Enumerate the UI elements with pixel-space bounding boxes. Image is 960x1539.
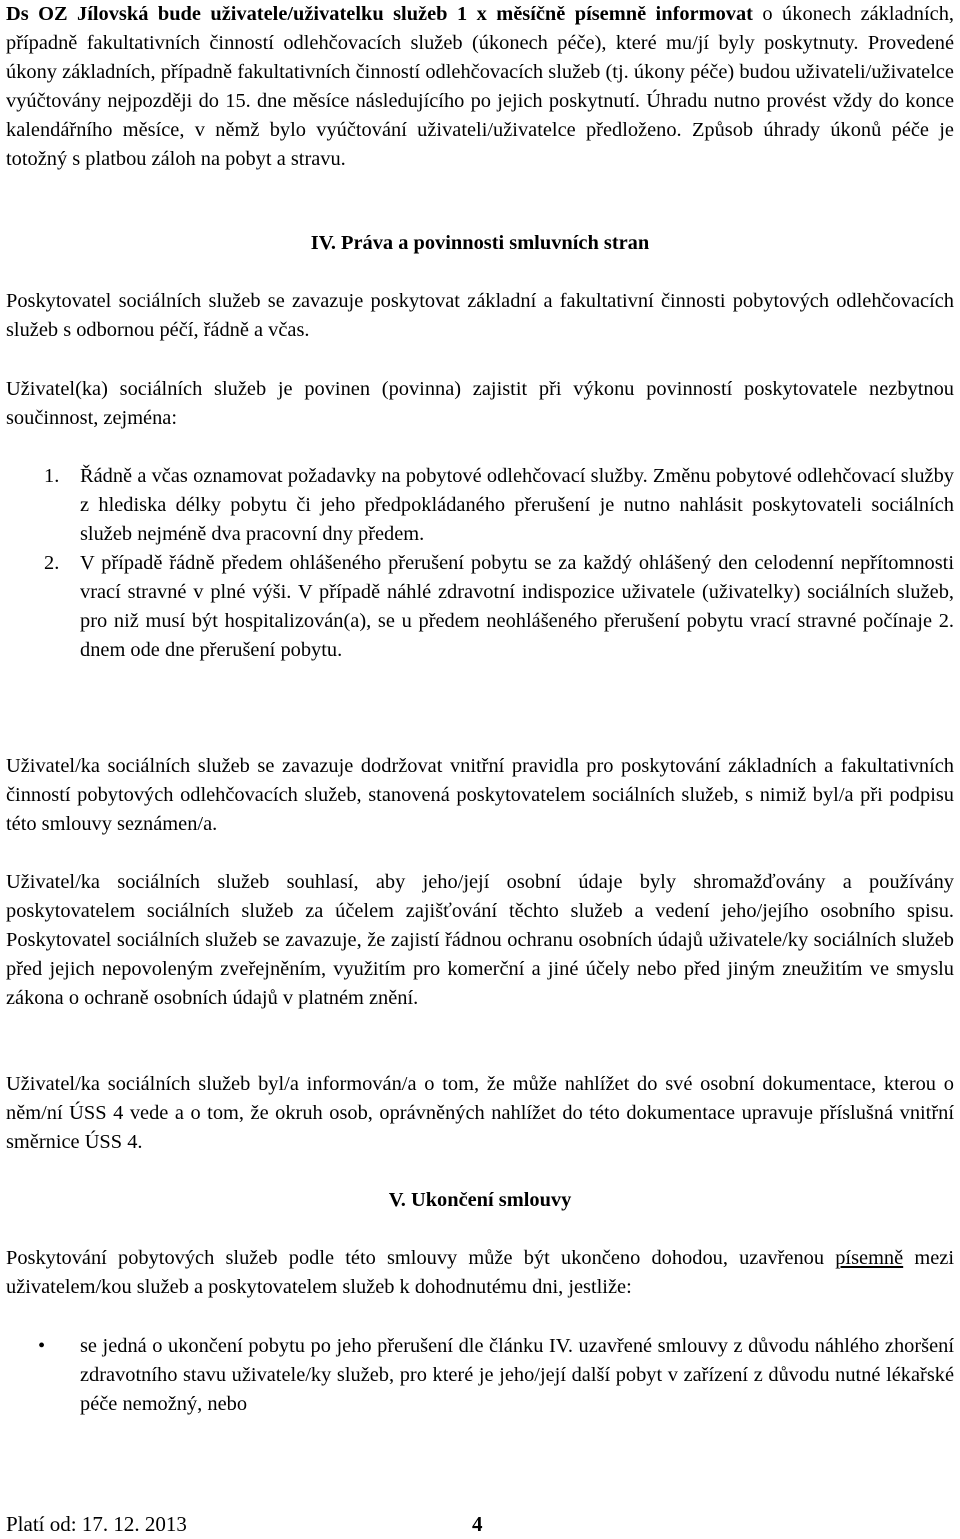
page-number: 4: [472, 1512, 483, 1536]
validity-date: Platí od: 17. 12. 2013: [6, 1512, 187, 1536]
list-item-text: V případě řádně předem ohlášeného přerušení pobytu se za každý ohlášený den celodenní nepřítomnosti vrací stravné v plné výši. V případě náhlé zdravotní indispozice uživatele (uživatelky) sociálních služeb, pro niž musí být hospitalizován(a), se u předem neohlášeného přerušení pobytu vrací stravné počínaje 2. dnem ode dne přerušení pobytu.: [80, 552, 954, 661]
paragraph-provider-obligation: Poskytovatel sociálních služeb se zavazuje poskytovat základní a fakultativní činnosti pobytových odlehčovacích služeb s odbornou péčí, řádně a včas.: [6, 290, 954, 341]
billing-info-text: o úkonech základních, případně fakultativních činností odlehčovacích služeb (úkonech péče), které mu/jí byly poskytnuty. Provedené úkony základních, případně fakultativních činností odlehčovacích služeb (tj. úkony péče) budou uživateli/uživatelce vyúčtovány nejpozději do 15. dne měsíce následujícího po jejich poskytnutí. Úhradu nutno provést vždy do konce kalendářního měsíce, v němž bylo vyúčtování uživateli/uživatelce předloženo. Způsob úhrady úkonů péče je totožný s platbou záloh na pobyt a stravu.: [6, 3, 954, 170]
obligations-list: [6, 462, 954, 665]
paragraph-termination-intro: [6, 1244, 954, 1302]
section-heading-iv: IV. Práva a povinnosti smluvních stran: [310, 232, 650, 254]
bullet-list-item: [6, 1332, 954, 1419]
bullet-item-text: se jedná o ukončení pobytu po jeho přerušení dle článku IV. uzavřené smlouvy z důvodu náhlého zhoršení zdravotního stavu uživatele/ky služeb, pro které je jeho/její další pobyt v zařízení z důvodu nutné lékařské péče nemožný, nebo: [80, 1335, 954, 1415]
billing-info-bold: Ds OZ Jílovská bude uživatele/uživatelku služeb 1 x měsíčně písemně informovat: [6, 3, 753, 25]
bullet-icon: •: [38, 1335, 46, 1357]
list-item-text: Řádně a včas oznamovat požadavky na pobytové odlehčovací služby. Změnu pobytové odlehčovací služby z hlediska délky pobytu či jeho předpokládaného přerušení je nutno nahlásit poskytovateli sociálních služeb nejméně dva pracovní dny předem.: [80, 465, 954, 545]
paragraph-personal-data: Uživatel/ka sociálních služeb souhlasí, aby jeho/její osobní údaje byly shromažďovány a používány poskytovatelem sociálních služeb za účelem zajišťování těchto služeb a vedení jeho/jejího osobního spisu. Poskytovatel sociálních služeb se zavazuje, že zajistí řádnou ochranu osobních údajů uživatele/ky sociálních služeb před jejich nepovoleným zveřejněním, využitím pro komerční a jiné účely nebo před jiným zneužitím ve smyslu zákona o ochraně osobních údajů v platném znění.: [6, 871, 954, 1009]
paragraph-internal-rules: Uživatel/ka sociálních služeb se zavazuje dodržovat vnitřní pravidla pro poskytování základních a fakultativních činností pobytových odlehčovacích služeb, stanovená poskytovatelem sociálních služeb, s nimiž byl/a při podpisu této smlouvy seznámen/a.: [6, 755, 954, 835]
list-item-number: 2.: [44, 552, 60, 574]
paragraph-documentation-access: Uživatel/ka sociálních služeb byl/a informován/a o tom, že může nahlížet do své osobní dokumentace, kterou o něm/ní ÚSS 4 vede a o tom, že okruh osob, oprávněných nahlížet do této dokumentace upravuje příslušná vnitřní směrnice ÚSS 4.: [6, 1073, 954, 1153]
termination-intro-text: Poskytování pobytových služeb podle této smlouvy může být ukončeno dohodou, uzavřenou: [6, 1247, 836, 1269]
list-item-number: 1.: [44, 465, 60, 487]
list-item: [6, 462, 954, 549]
section-heading-v: V. Ukončení smlouvy: [388, 1189, 572, 1211]
termination-intro-underlined: písemně: [835, 1247, 904, 1269]
paragraph-user-obligation: Uživatel(ka) sociálních služeb je povinen (povinna) zajistit při výkonu povinností poskytovatele nezbytnou součinnost, zejména:: [6, 378, 954, 429]
list-item: [6, 549, 954, 665]
paragraph-billing-info: [6, 0, 954, 174]
termination-intro-text-end: mezi uživatelem/kou služeb a poskytovatelem služeb k dohodnutému dni, jestliže:: [6, 1247, 954, 1298]
